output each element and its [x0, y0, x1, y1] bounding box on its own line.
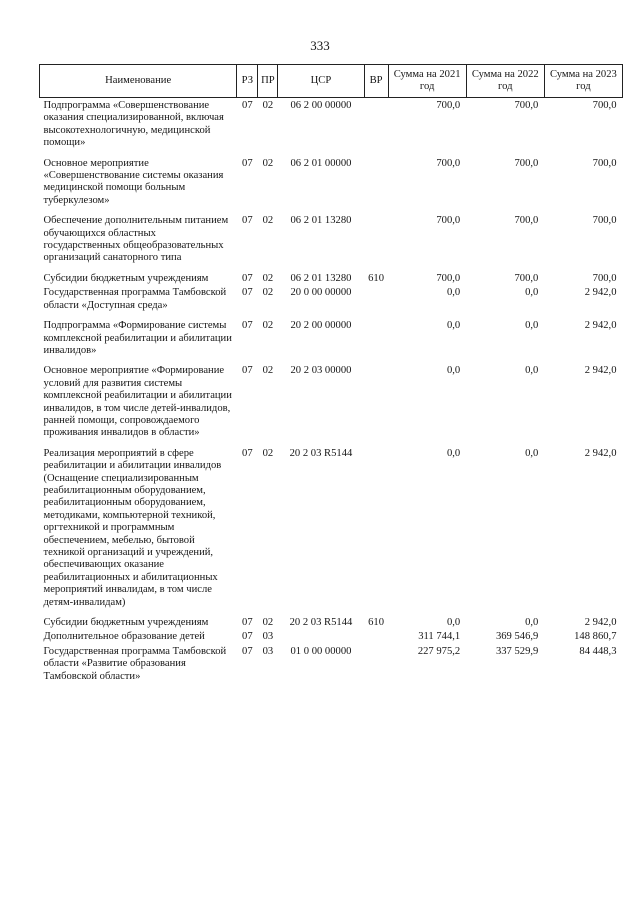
- row-csr: 20 2 03 R5144: [289, 617, 353, 629]
- row-name: Субсидии бюджетным учреждениям: [43, 272, 209, 284]
- row-sum-2022: 700,0: [514, 215, 539, 227]
- row-sum-2021: 311 744,1: [418, 631, 461, 643]
- row-rz: 07: [242, 287, 253, 299]
- row-sum-2022: 0,0: [525, 320, 539, 332]
- header-sum-2021: Сумма на 2021 год: [388, 65, 466, 98]
- row-name: Основное мероприятие «Совершенствование системы оказания медицинской помощи больным туберкулезом»: [43, 157, 224, 206]
- row-csr: 06 2 01 13280: [290, 215, 352, 227]
- row-name: Подпрограмма «Формирование системы комплексной реабилитации и абилитации инвалидов»: [43, 320, 232, 356]
- header-csr: ЦСР: [278, 65, 364, 98]
- table-row: [40, 207, 623, 265]
- table-header-row: [40, 65, 623, 98]
- row-rz: 07: [242, 617, 253, 629]
- row-csr: 06 2 00 00000: [290, 100, 352, 111]
- row-vr: 610: [368, 272, 384, 284]
- table-row: [40, 629, 623, 643]
- row-vr: [364, 207, 388, 265]
- row-rz: 07: [242, 631, 253, 643]
- header-sum-2022: Сумма на 2022 год: [466, 65, 544, 98]
- row-sum-2022: 700,0: [514, 100, 539, 111]
- row-sum-2022: 0,0: [525, 617, 539, 629]
- row-pr: 02: [262, 447, 274, 459]
- row-csr: [278, 629, 364, 643]
- table-row: [40, 609, 623, 629]
- table-row: [40, 312, 623, 357]
- table-row: [40, 357, 623, 439]
- row-sum-2023: 84 448,3: [579, 645, 617, 657]
- row-rz: 07: [242, 272, 253, 284]
- row-vr: [364, 285, 388, 312]
- row-rz: 07: [242, 365, 253, 377]
- row-sum-2021: 0,0: [446, 320, 461, 332]
- row-sum-2021: 700,0: [436, 157, 461, 169]
- row-sum-2023: 2 942,0: [584, 365, 617, 377]
- row-sum-2023: 700,0: [592, 157, 617, 169]
- row-name: Обеспечение дополнительным питанием обучающихся областных государственных общеобразовательных организаций санаторного типа: [43, 215, 229, 264]
- row-vr: [364, 629, 388, 643]
- row-sum-2023: 148 860,7: [574, 631, 617, 643]
- row-sum-2021: 0,0: [446, 287, 461, 299]
- row-sum-2022: 0,0: [525, 365, 539, 377]
- row-csr: 01 0 00 00000: [290, 645, 352, 657]
- row-pr: 03: [262, 645, 274, 657]
- row-pr: 02: [262, 617, 274, 629]
- row-pr: 02: [262, 215, 274, 227]
- row-sum-2023: 2 942,0: [584, 320, 617, 332]
- row-sum-2021: 0,0: [446, 447, 461, 459]
- header-rz: РЗ: [237, 65, 258, 98]
- header-vr: ВР: [364, 65, 388, 98]
- row-name: Субсидии бюджетным учреждениям: [43, 617, 209, 629]
- row-pr: 02: [262, 100, 274, 111]
- row-rz: 07: [242, 157, 253, 169]
- row-csr: 20 2 03 00000: [290, 365, 352, 377]
- row-sum-2022: 337 529,9: [495, 645, 539, 657]
- row-name: Реализация мероприятий в сфере реабилитации и абилитации инвалидов (Оснащение специализированным реабилитационным оборудованием, реабилитационным оборудованием, методиками, компьютерной техникой, оргтехникой и программным обеспечением, мебелью, бытовой техникой организаций и учреждений, обеспечивающих оказание реабилитационных и абилитационных мероприятий инвалидам, в том числе детям-инвалидам): [43, 447, 222, 608]
- table-row: [40, 644, 623, 683]
- header-sum-2023: Сумма на 2023 год: [544, 65, 622, 98]
- row-pr: 02: [262, 157, 274, 169]
- row-sum-2021: 700,0: [436, 100, 461, 111]
- row-sum-2023: 2 942,0: [584, 287, 617, 299]
- row-sum-2021: 700,0: [436, 215, 461, 227]
- header-pr: ПР: [258, 65, 278, 98]
- row-pr: 02: [262, 287, 274, 299]
- table-row: [40, 98, 623, 150]
- row-name: Государственная программа Тамбовской области «Доступная среда»: [43, 287, 227, 311]
- row-pr: 03: [262, 631, 274, 643]
- row-sum-2023: 700,0: [592, 215, 617, 227]
- row-name: Подпрограмма «Совершенствование оказания специализированной, включая высокотехнологичную, медицинской помощи»: [43, 100, 224, 149]
- row-sum-2022: 700,0: [514, 272, 539, 284]
- row-vr: [364, 357, 388, 439]
- row-sum-2023: 2 942,0: [584, 617, 617, 629]
- row-sum-2021: 0,0: [446, 617, 461, 629]
- row-vr: [364, 98, 388, 150]
- row-sum-2022: 700,0: [514, 157, 539, 169]
- row-vr: [364, 150, 388, 208]
- table-row: [40, 440, 623, 609]
- row-sum-2021: 700,0: [436, 272, 461, 284]
- row-csr: 20 2 00 00000: [290, 320, 352, 332]
- row-sum-2023: 2 942,0: [584, 447, 617, 459]
- header-name: Наименование: [40, 65, 237, 98]
- table-row: [40, 285, 623, 312]
- row-name: Государственная программа Тамбовской области «Развитие образования Тамбовской области»: [43, 645, 227, 682]
- row-sum-2022: 369 546,9: [495, 631, 539, 643]
- budget-table: [39, 64, 623, 683]
- table-row: [40, 150, 623, 208]
- row-pr: 02: [262, 272, 274, 284]
- row-sum-2022: 0,0: [525, 447, 539, 459]
- row-vr: [364, 440, 388, 609]
- row-sum-2023: 700,0: [592, 100, 617, 111]
- row-rz: 07: [242, 320, 253, 332]
- row-csr: 06 2 01 00000: [290, 157, 352, 169]
- row-sum-2022: 0,0: [525, 287, 539, 299]
- row-csr: 20 2 03 R5144: [289, 447, 353, 459]
- row-sum-2021: 227 975,2: [417, 645, 461, 657]
- row-rz: 07: [242, 645, 253, 657]
- row-rz: 07: [242, 215, 253, 227]
- row-sum-2021: 0,0: [446, 365, 461, 377]
- row-csr: 06 2 01 13280: [290, 272, 352, 284]
- page-number: 333: [310, 38, 330, 53]
- row-csr: 20 0 00 00000: [290, 287, 352, 299]
- row-pr: 02: [262, 365, 274, 377]
- row-vr: [364, 644, 388, 683]
- row-vr: [364, 312, 388, 357]
- row-vr: 610: [368, 617, 384, 629]
- row-rz: 07: [242, 447, 253, 459]
- row-pr: 02: [262, 320, 274, 332]
- row-name: Основное мероприятие «Формирование условий для развития системы комплексной реабилитации и абилитации инвалидов, в том числе детей-инвалидов, ранней помощи, сопровождаемого проживания инвалидов в области»: [43, 365, 232, 439]
- row-sum-2023: 700,0: [592, 272, 617, 284]
- row-rz: 07: [242, 100, 253, 111]
- row-name: Дополнительное образование детей: [43, 631, 205, 643]
- table-row: [40, 265, 623, 285]
